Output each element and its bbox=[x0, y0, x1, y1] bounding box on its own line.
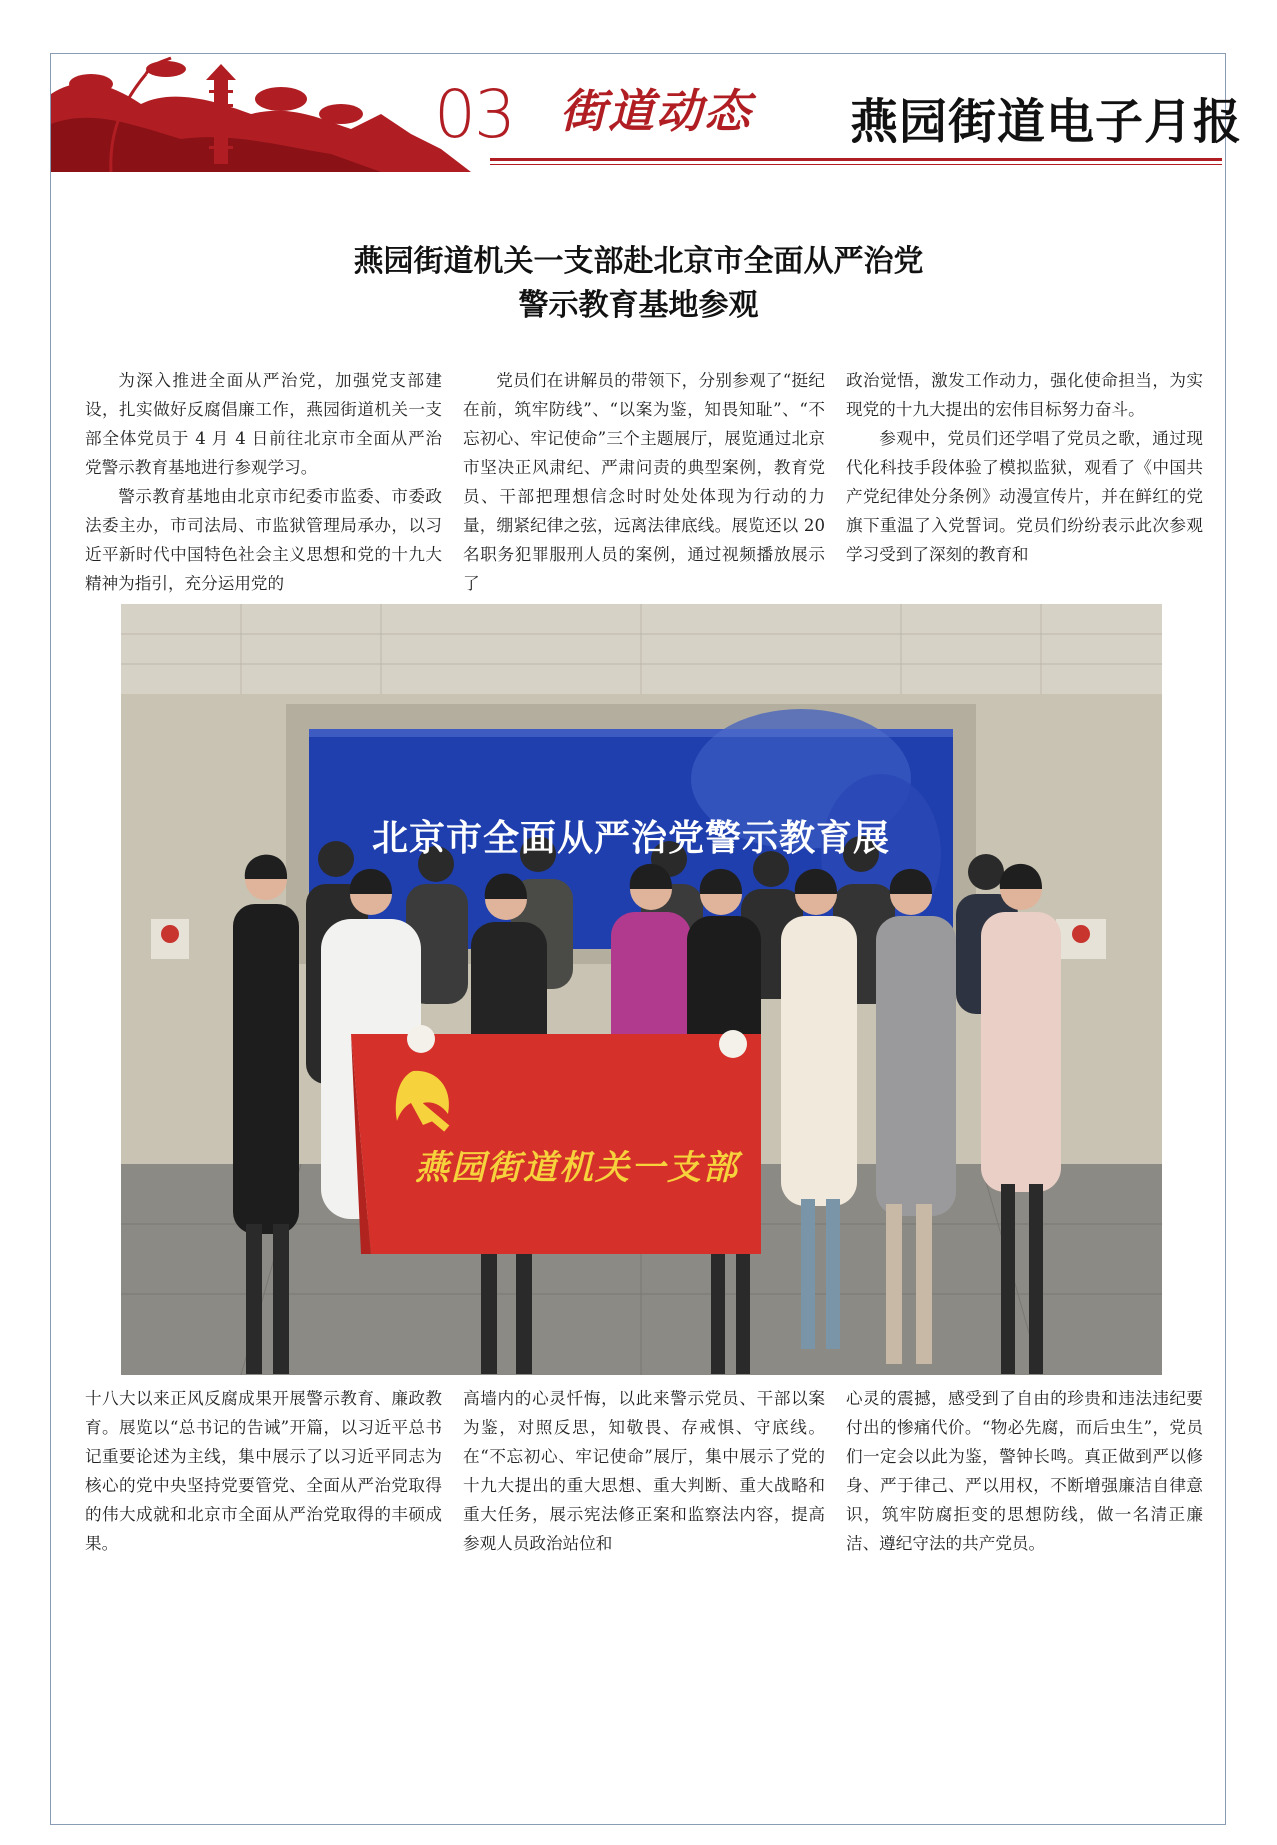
column-1-bottom bbox=[85, 1384, 442, 1558]
paragraph: 为深入推进全面从严治党，加强党支部建设，扎实做好反腐倡廉工作，燕园街道机关一支部全体党员于 4 月 4 日前往北京市全面从严治党警示教育基地进行参观学习。 bbox=[85, 371, 442, 477]
column-2-bottom bbox=[463, 1384, 825, 1558]
page-number: 03 bbox=[434, 76, 514, 153]
section-name: 街道动态 bbox=[560, 84, 752, 138]
column-3-top bbox=[846, 366, 1203, 569]
paragraph: 心灵的震撼，感受到了自由的珍贵和违法违纪要付出的惨痛代价。“物必先腐，而后虫生”，党员们一定会以此为鉴，警钟长鸣。真正做到严以修身、严于律己、严以用权，不断增强廉洁自律意识，筑牢防腐拒变的思想防线，做一名清正廉洁、遵纪守法的共产党员。 bbox=[846, 1389, 1203, 1553]
paragraph: 警示教育基地由北京市纪委市监委、市委政法委主办，市司法局、市监狱管理局承办，以习近平新时代中国特色社会主义思想和党的十九大精神为指引，充分运用党的 bbox=[85, 487, 442, 593]
paragraph: 参观中，党员们还学唱了党员之歌，通过现代化科技手段体验了模拟监狱，观看了《中国共产党纪律处分条例》动漫宣传片，并在鲜红的党旗下重温了入党誓词。党员们纷纷表示此次参观学习受到了深刻的教育和 bbox=[846, 429, 1203, 564]
paragraph: 政治觉悟，激发工作动力，强化使命担当，为实现党的十九大提出的宏伟目标努力奋斗。 bbox=[846, 371, 1203, 419]
newspaper-name: 燕园街道电子月报 bbox=[850, 94, 1243, 150]
group-photo-scene bbox=[121, 604, 1162, 1375]
paragraph: 十八大以来正风反腐成果开展警示教育、廉政教育。展览以“总书记的告诫”开篇，以习近平总书记重要论述为主线，集中展示了以习近平同志为核心的党中央坚持党要管党、全面从严治党取得的伟大成就和北京市全面从严治党取得的丰硕成果。 bbox=[85, 1389, 442, 1553]
column-2-top bbox=[463, 366, 825, 598]
column-1-top bbox=[85, 366, 442, 598]
column-3-bottom bbox=[846, 1384, 1203, 1558]
article-title bbox=[150, 240, 1127, 328]
flag-banner-text: 燕园街道机关一支部 bbox=[415, 1148, 739, 1188]
article-title-line-1: 燕园街道机关一支部赴北京市全面从严治党 bbox=[353, 244, 924, 279]
paragraph: 高墙内的心灵忏悔，以此来警示党员、干部以案为鉴，对照反思，知敬畏、存戒惧、守底线。在“不忘初心、牢记使命”展厅，集中展示了党的十九大提出的重大思想、重大判断、重大战略和重大任务，展示宪法修正案和监察法内容，提高参观人员政治站位和 bbox=[463, 1389, 825, 1553]
header-rule-thin bbox=[490, 164, 1222, 165]
exhibition-screen-title: 北京市全面从严治党警示教育展 bbox=[372, 818, 891, 859]
paragraph: 党员们在讲解员的带领下，分别参观了“挺纪在前，筑牢防线”、“以案为鉴，知畏知耻”、“不忘初心、牢记使命”三个主题展厅，展览通过北京市坚决正风肃纪、严肃问责的典型案例，教育党员、干部把理想信念时时处处体现为行动的力量，绷紧纪律之弦，远离法律底线。展览还以 20 名职务犯罪服刑人员的案例，通过视频播放展示了 bbox=[463, 371, 825, 593]
header-rule bbox=[490, 158, 1222, 161]
article-title-line-2: 警示教育基地参观 bbox=[518, 288, 759, 323]
group-photo bbox=[121, 604, 1162, 1375]
